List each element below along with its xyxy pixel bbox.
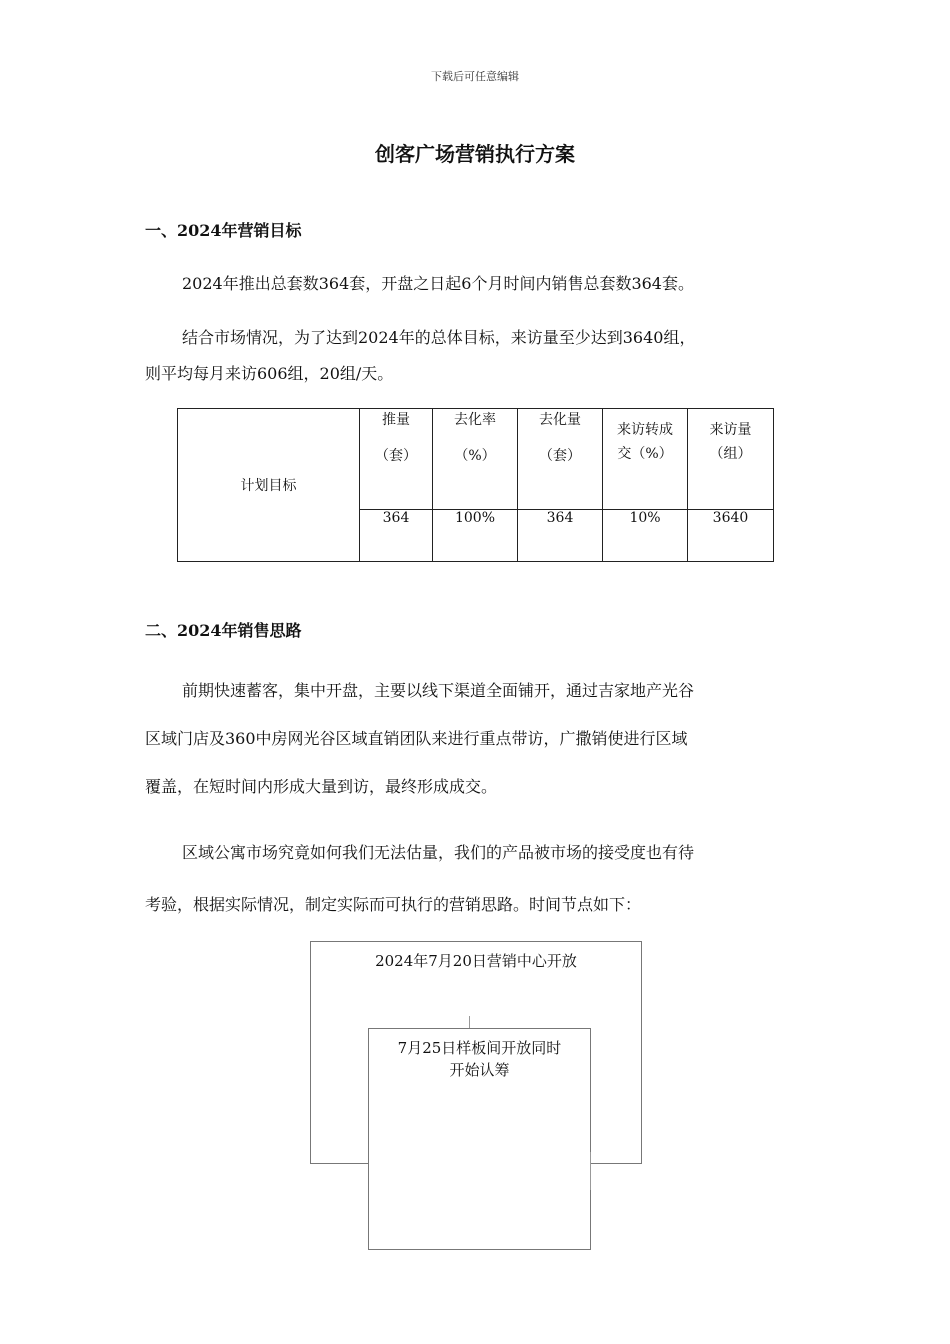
timeline-box-2-text: [369, 1037, 590, 1081]
table-value-cell: 100%: [433, 510, 518, 562]
goals-paragraph-1: [145, 271, 810, 294]
table-header-cell: [360, 409, 433, 510]
goals-paragraph-1-line: 2024年推出总套数364套，开盘之日起6个月时间内销售总套数364套。: [182, 274, 694, 293]
section-heading-goals: 一、2024年营销目标: [145, 221, 302, 240]
strategy-paragraph-2-line-1: 区域公寓市场究竟如何我们无法估量，我们的产品被市场的接受度也有待: [182, 843, 695, 862]
table-header-line-2: （套）: [539, 448, 581, 464]
table-header-line-1: 推量: [382, 412, 410, 428]
document-title: 创客广场营销执行方案: [375, 142, 575, 166]
timeline-marker: [590, 1152, 591, 1190]
table-value-cell: 3640: [688, 510, 774, 562]
table-header-cell: [603, 409, 688, 510]
timeline-box-2-line-1: 7月25日样板间开放同时: [397, 1039, 562, 1057]
table-header-line-2: 交（%）: [617, 446, 673, 462]
table-header-cell: [688, 409, 774, 510]
goals-paragraph-2: [145, 320, 810, 392]
table-header-line-1: 来访量: [709, 422, 752, 438]
table-header-cell: [518, 409, 603, 510]
goals-paragraph-2-line-2: 则平均每月来访606组，20组/天。: [145, 364, 394, 383]
table-header-line-1: 来访转成: [617, 422, 673, 438]
goals-paragraph-2-line-1: 结合市场情况，为了达到2024年的总体目标，来访量至少达到3640组，: [182, 328, 696, 347]
section-heading-sales-strategy: 二、2024年销售思路: [145, 621, 302, 640]
strategy-paragraph-2: [145, 827, 810, 931]
table-value-cell: 10%: [603, 510, 688, 562]
table-header-line-2: （%）: [454, 448, 496, 464]
table-value-cell: 364: [360, 510, 433, 562]
table-header-line-1: 去化量: [539, 412, 581, 428]
header-note: 下载后可任意编辑: [431, 70, 519, 83]
strategy-paragraph-1: [145, 667, 810, 811]
table-header-line-1: 去化率: [454, 412, 496, 428]
table-value-cell: 364: [518, 510, 603, 562]
strategy-paragraph-1-line-3: 覆盖，在短时间内形成大量到访，最终形成成交。: [145, 777, 498, 796]
table-header-line-2: （套）: [375, 448, 417, 464]
timeline-box-2-line-2: 开始认筹: [449, 1061, 510, 1079]
plan-target-table: [177, 408, 774, 562]
strategy-paragraph-1-line-1: 前期快速蓄客，集中开盘，主要以线下渠道全面铺开，通过吉家地产光谷: [182, 681, 695, 700]
table-row-label: 计划目标: [178, 409, 360, 562]
table-header-line-2: （组）: [709, 446, 752, 462]
timeline-box-1-text: 2024年7月20日营销中心开放: [375, 952, 577, 970]
strategy-paragraph-1-line-2: 区域门店及360中房网光谷区域直销团队来进行重点带访，广撒销使进行区域: [145, 729, 688, 748]
table-header-cell: [433, 409, 518, 510]
strategy-paragraph-2-line-2: 考验，根据实际情况，制定实际而可执行的营销思路。时间节点如下：: [145, 895, 642, 914]
timeline-box-showroom-open: [368, 1028, 591, 1250]
